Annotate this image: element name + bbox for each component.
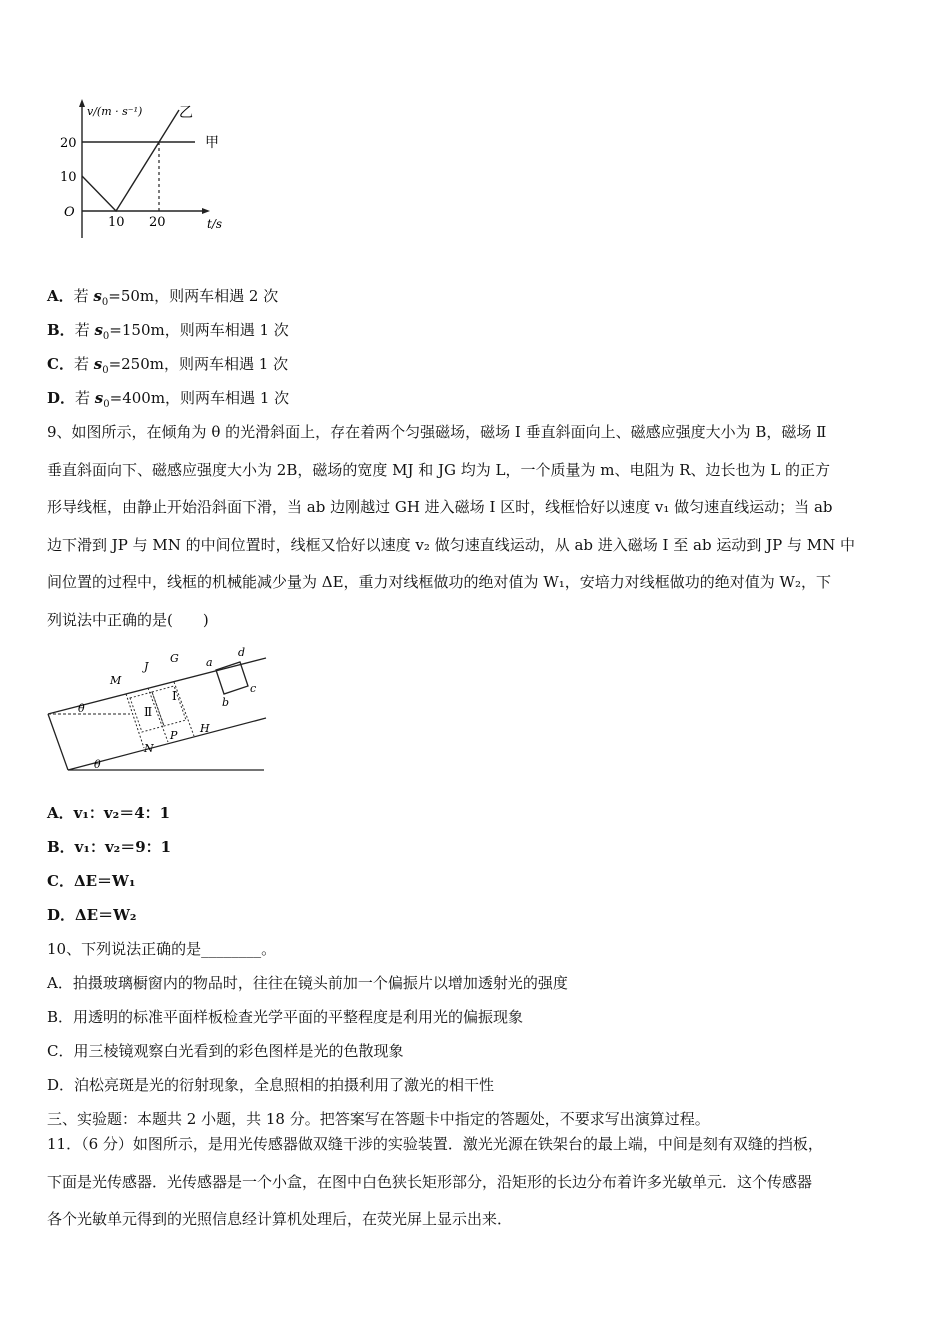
q9-line-2: 垂直斜面向下、磁感应强度大小为 2B，磁场的宽度 MJ 和 JG 均为 L，一个质量为 m、电阻为 R、边长也为 L 的正方 xyxy=(47,461,831,479)
line-yi xyxy=(82,110,179,211)
line-yi-label: 乙 xyxy=(179,105,193,121)
q9-line-6: 列说法中正确的是( ) xyxy=(47,611,209,629)
q8-option-d: D．若 $s_0=400m$，则两车相遇 1 次 xyxy=(47,389,290,410)
q8-option-a: A．若 $s_0=50m$，则两车相遇 2 次 xyxy=(47,287,279,308)
q9-option-a: A．v₁：v₂＝4：1 xyxy=(47,804,171,822)
y-tick-20: 20 xyxy=(60,136,77,151)
x-tick-10: 10 xyxy=(108,215,125,230)
label-d: d xyxy=(238,646,246,659)
q10-option-d: D．泊松亮斑是光的衍射现象，全息照相的拍摄利用了激光的相干性 xyxy=(47,1076,495,1094)
q11-line-1: 11．（6 分）如图所示，是用光传感器做双缝干涉的实验装置．激光光源在铁架台的最上端，中间是刻有双缝的挡板， xyxy=(47,1135,823,1153)
x-axis-label: t/s xyxy=(207,217,223,231)
q11-line-2: 下面是光传感器．光传感器是一个小盒，在图中白色狭长矩形部分，沿矩形的长边分布着许多光敏单元．这个传感器 xyxy=(47,1173,813,1191)
theta-top: θ xyxy=(78,702,85,715)
y-axis-label: v/(m · s⁻¹) xyxy=(87,105,143,118)
label-P: P xyxy=(170,729,178,742)
incline-diagram xyxy=(40,640,280,780)
q9-option-b: B．v₁：v₂＝9：1 xyxy=(47,838,172,856)
q10-stem: 10、下列说法正确的是________。 xyxy=(47,940,277,958)
q10-option-c: C．用三棱镜观察白光看到的彩色图样是光的色散现象 xyxy=(47,1042,404,1060)
q9-option-d: D．ΔE＝W₂ xyxy=(47,906,137,924)
section3-heading: 三、实验题：本题共 2 小题，共 18 分。把答案写在答题卡中指定的答题处，不要求写出演算过程。 xyxy=(47,1110,710,1128)
theta-bottom: θ xyxy=(94,758,101,771)
label-N: N xyxy=(144,742,154,755)
label-G: G xyxy=(170,652,179,665)
y-axis-arrow xyxy=(79,99,85,107)
vt-graph xyxy=(55,95,245,245)
q9-line-3: 形导线框，由静止开始沿斜面下滑，当 ab 边刚越过 GH 进入磁场 Ⅰ 区时，线框恰好以速度 v₁ 做匀速直线运动；当 ab xyxy=(47,498,833,516)
q10-option-a: A．拍摄玻璃橱窗内的物品时，往往在镜头前加一个偏振片以增加透射光的强度 xyxy=(47,974,568,992)
boundary-MN xyxy=(126,694,144,748)
boundary-GH xyxy=(174,682,194,736)
label-b: b xyxy=(222,696,230,709)
q9-line-4: 边下滑到 JP 与 MN 的中间位置时，线框又恰好以速度 v₂ 做匀速直线运动，从 ab 进入磁场 Ⅰ 至 ab 运动到 JP 与 MN 中 xyxy=(47,536,855,554)
y-tick-10: 10 xyxy=(60,170,77,185)
q10-option-b: B．用透明的标准平面样板检查光学平面的平整程度是利用光的偏振现象 xyxy=(47,1008,524,1026)
incline-end-edge xyxy=(48,714,68,770)
x-tick-20: 20 xyxy=(149,215,166,230)
q9-option-c: C．ΔE＝W₁ xyxy=(47,872,136,890)
origin-label: O xyxy=(64,205,75,220)
x-axis-arrow xyxy=(202,208,210,214)
q11-line-3: 各个光敏单元得到的光照信息经计算机处理后，在荧光屏上显示出来． xyxy=(47,1210,513,1228)
label-M: M xyxy=(110,674,122,687)
label-H: H xyxy=(200,722,210,735)
label-a: a xyxy=(206,656,213,669)
label-J: J xyxy=(144,660,149,673)
label-region-II: Ⅱ xyxy=(144,705,153,719)
q8-option-b: B．若 $s_0=150m$，则两车相遇 1 次 xyxy=(47,321,289,342)
q8-option-c: C．若 $s_0=250m$，则两车相遇 1 次 xyxy=(47,355,289,376)
label-c: c xyxy=(250,682,257,695)
q9-line-5: 间位置的过程中，线框的机械能减少量为 ΔE，重力对线框做功的绝对值为 W₁，安培力对线框做功的绝对值为 W₂，下 xyxy=(47,573,831,591)
q9-line-1: 9、如图所示，在倾角为 θ 的光滑斜面上，存在着两个匀强磁场，磁场 Ⅰ 垂直斜面向上、磁感应强度大小为 B，磁场 Ⅱ xyxy=(47,423,827,441)
line-jia-label: 甲 xyxy=(205,135,219,151)
label-region-I: Ⅰ xyxy=(172,689,177,703)
